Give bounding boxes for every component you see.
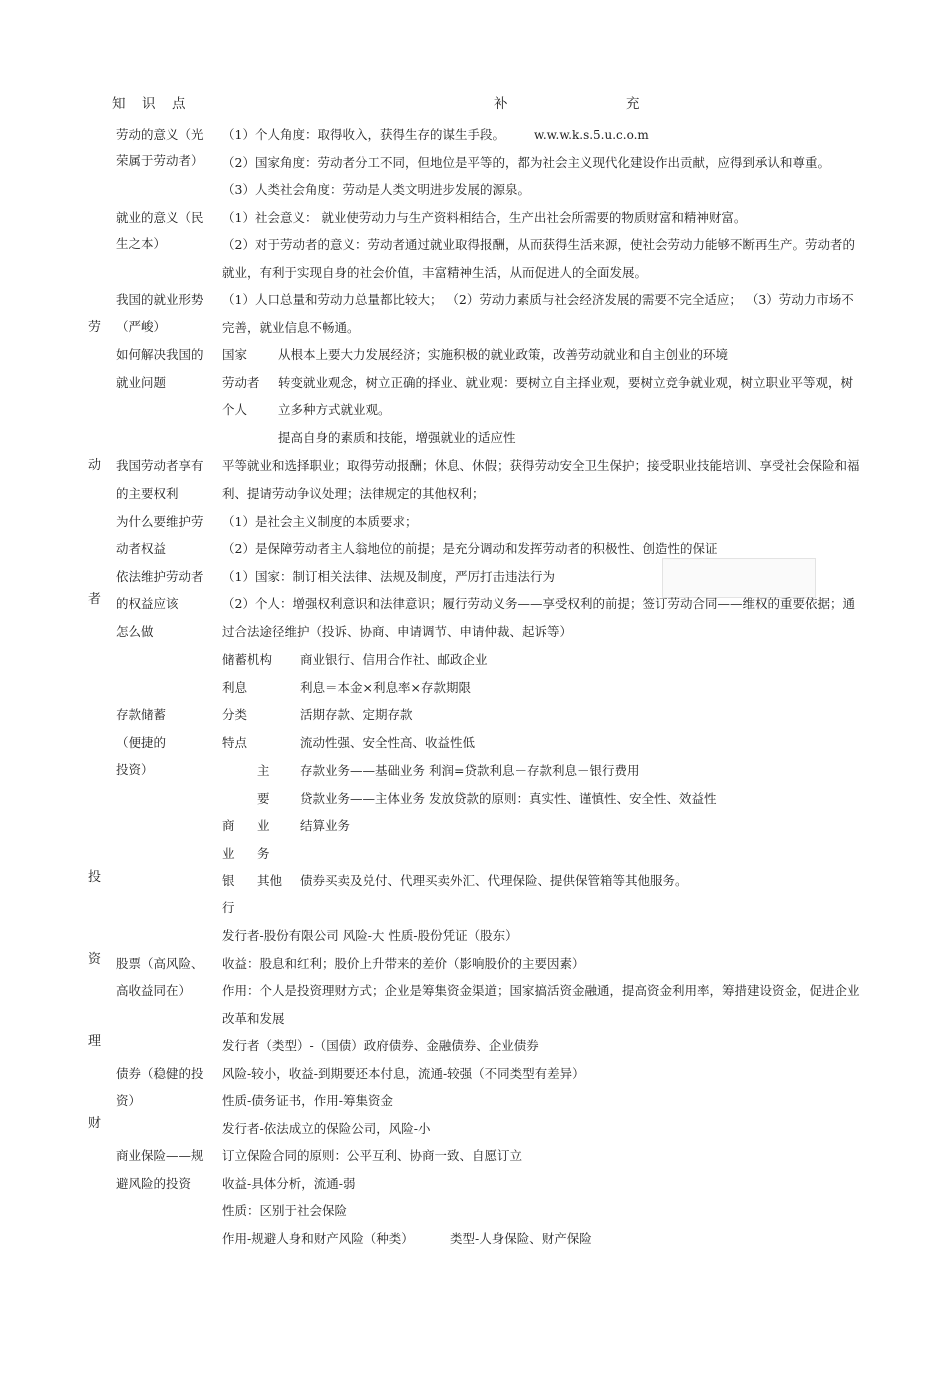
content-line: （2）国家角度：劳动者分工不同，但地位是平等的，都为社会主义现代化建设作出贡献，应得到承认和尊重。	[222, 155, 830, 170]
header-col2-char2: 充	[626, 96, 640, 112]
content-line: （1）是社会主义制度的本质要求；	[222, 514, 418, 529]
header-col1-char3: 点	[172, 96, 186, 112]
content-line: 发行者-股份有限公司 风险-大 性质-股份凭证（股东）	[222, 928, 518, 943]
topic-why-protect-l1: 为什么要维护劳	[116, 514, 204, 529]
content-line: 商业银行、信用合作社、邮政企业	[300, 652, 488, 667]
topic-how-protect-l1: 依法维护劳动者	[116, 569, 204, 584]
content-line: 从根本上要大力发展经济；实施积极的就业政策，改善劳动就业和自主创业的环境	[278, 347, 729, 362]
content-line: （1）社会意义： 就业使劳动力与生产资料相结合，生产出社会所需要的物质财富和精神财富。	[222, 210, 747, 225]
topic-bond-l2: 资）	[116, 1093, 142, 1108]
content-line: （3）人类社会角度：劳动是人类文明进步发展的源泉。	[222, 182, 530, 197]
content-line: 作用-规避人身和财产风险（种类）	[222, 1231, 414, 1246]
content-line: 收益-具体分析，流通-弱	[222, 1176, 356, 1191]
topic-employment-meaning-l2: 生之本）	[116, 236, 167, 251]
content-line: 改革和发展	[222, 1011, 285, 1026]
faint-watermark-box	[662, 558, 816, 598]
content-label: 储蓄机构	[222, 652, 273, 667]
content-line: （2）个人：增强权利意识和法律意识；履行劳动义务——享受权利的前提；签订劳动合同——维权的重要依据；通	[222, 596, 855, 611]
content-line: 就业，有利于实现自身的社会价值，丰富精神生活，从而促进人的全面发展。	[222, 265, 648, 280]
content-watermark-url: w.w.w.k.s.5.u.c.o.m	[534, 128, 649, 142]
content-line: 订立保险合同的原则：公平互利、协商一致、自愿订立	[222, 1148, 523, 1163]
content-label: 主	[257, 763, 270, 778]
content-line: 利、提请劳动争议处理；法律规定的其他权利；	[222, 486, 485, 501]
content-label: 其他	[257, 873, 283, 888]
content-line: 发行者-依法成立的保险公司，风险-小	[222, 1121, 431, 1136]
content-line: 活期存款、定期存款	[300, 707, 413, 722]
header-col2-char1: 补	[494, 96, 508, 112]
content-label: 个人	[222, 402, 248, 417]
topic-worker-rights-l1: 我国劳动者享有	[116, 458, 204, 473]
topic-employment-meaning-l1: 就业的意义（民	[116, 210, 204, 225]
content-line: 平等就业和选择职业；取得劳动报酬；休息、休假；获得劳动安全卫生保护；接受职业技能培训、享受社会保险和福	[222, 458, 860, 473]
content-line: 性质：区别于社会保险	[222, 1203, 348, 1218]
topic-how-protect-l2: 的权益应该	[116, 596, 179, 611]
topic-employment-situation-l2: （严峻）	[116, 319, 167, 334]
topic-stock-l1: 股票（高风险、	[116, 956, 204, 971]
content-line: 风险-较小，收益-到期要还本付息，流通-较强（不同类型有差异）	[222, 1066, 585, 1081]
header-col1-char2: 识	[142, 96, 156, 112]
content-line: 贷款业务——主体业务 发放贷款的原则：真实性、谨慎性、安全性、效益性	[300, 791, 717, 806]
content-line: 作用：个人是投资理财方式；企业是筹集资金渠道；国家搞活资金融通，提高资金利用率，筹措建设资金，促进企业	[222, 983, 860, 998]
topic-savings-l3: 投资）	[116, 762, 154, 777]
content-label: 利息	[222, 680, 248, 695]
content-line: 完善，就业信息不畅通。	[222, 320, 360, 335]
content-line: （2）是保障劳动者主人翁地位的前提；是充分调动和发挥劳动者的积极性、创造性的保证	[222, 541, 718, 556]
content-label: 劳动者	[222, 375, 260, 390]
content-line: 提高自身的素质和技能，增强就业的适应性	[278, 430, 516, 445]
section-char-zhe: 者	[88, 592, 102, 607]
topic-insurance-l2: 避风险的投资	[116, 1176, 192, 1191]
content-label: 分类	[222, 707, 248, 722]
topic-solve-employment-l2: 就业问题	[116, 375, 167, 390]
content-line: 转变就业观念，树立正确的择业、就业观：要树立自主择业观，要树立竞争就业观，树立职业平等观，树	[278, 375, 854, 390]
content-label: 商	[222, 818, 235, 833]
content-line: 过合法途径维护（投诉、协商、申请调节、申请仲裁、起诉等）	[222, 624, 573, 639]
topic-solve-employment-l1: 如何解决我国的	[116, 347, 204, 362]
topic-labor-meaning-l2: 荣属于劳动者）	[116, 153, 204, 168]
content-line: 债券买卖及兑付、代理买卖外汇、代理保险、提供保管箱等其他服务。	[300, 873, 688, 888]
topic-labor-meaning-l1: 劳动的意义（光	[116, 127, 204, 142]
content-line: 利息＝本金×利息率×存款期限	[300, 680, 471, 695]
content-line: 类型-人身保险、财产保险	[450, 1231, 592, 1246]
content-label: 国家	[222, 347, 248, 362]
content-line: 结算业务	[300, 818, 351, 833]
content-label: 业	[222, 846, 235, 861]
topic-stock-l2: 高收益同在）	[116, 983, 192, 998]
header-col1-char1: 知	[112, 96, 126, 112]
topic-how-protect-l3: 怎么做	[116, 624, 154, 639]
section-char-zi: 资	[88, 952, 102, 967]
content-label: 要	[257, 791, 270, 806]
section-char-cai: 财	[88, 1116, 102, 1131]
section-char-tou: 投	[88, 870, 102, 885]
topic-worker-rights-l2: 的主要权利	[116, 486, 179, 501]
content-line: 性质-债务证书，作用-筹集资金	[222, 1093, 393, 1108]
content-line: 立多种方式就业观。	[278, 402, 391, 417]
content-label: 银	[222, 873, 235, 888]
content-line: 发行者（类型）-（国债）政府债券、金融债券、企业债券	[222, 1038, 539, 1053]
content-label: 行	[222, 900, 235, 915]
topic-savings-l1: 存款储蓄	[116, 707, 167, 722]
content-label: 务	[257, 846, 270, 861]
content-line: （1）人口总量和劳动力总量都比较大； （2）劳动力素质与社会经济发展的需要不完全适应； （3）劳动力市场不	[222, 292, 854, 307]
section-char-lao: 劳	[88, 320, 102, 335]
topic-bond-l1: 债券（稳健的投	[116, 1066, 204, 1081]
content-line: 流动性强、安全性高、收益性低	[300, 735, 476, 750]
content-line: （2）对于劳动者的意义：劳动者通过就业取得报酬，从而获得生活来源，使社会劳动力能够不断再生产。劳动者的	[222, 237, 855, 252]
content-line: （1）个人角度：取得收入，获得生存的谋生手段。	[222, 127, 505, 142]
section-char-dong: 动	[88, 458, 102, 473]
content-label: 业	[257, 818, 270, 833]
topic-insurance-l1: 商业保险——规	[116, 1148, 204, 1163]
content-line: 收益：股息和红利；股价上升带来的差价（影响股价的主要因素）	[222, 956, 585, 971]
content-line: （1）国家：制订相关法律、法规及制度，严厉打击违法行为	[222, 569, 555, 584]
section-char-li: 理	[88, 1034, 102, 1049]
content-label: 特点	[222, 735, 248, 750]
topic-employment-situation-l1: 我国的就业形势	[116, 292, 204, 307]
content-line: 存款业务——基础业务 利润=贷款利息－存款利息－银行费用	[300, 763, 640, 778]
topic-savings-l2: （便捷的	[116, 735, 167, 750]
topic-why-protect-l2: 动者权益	[116, 541, 167, 556]
